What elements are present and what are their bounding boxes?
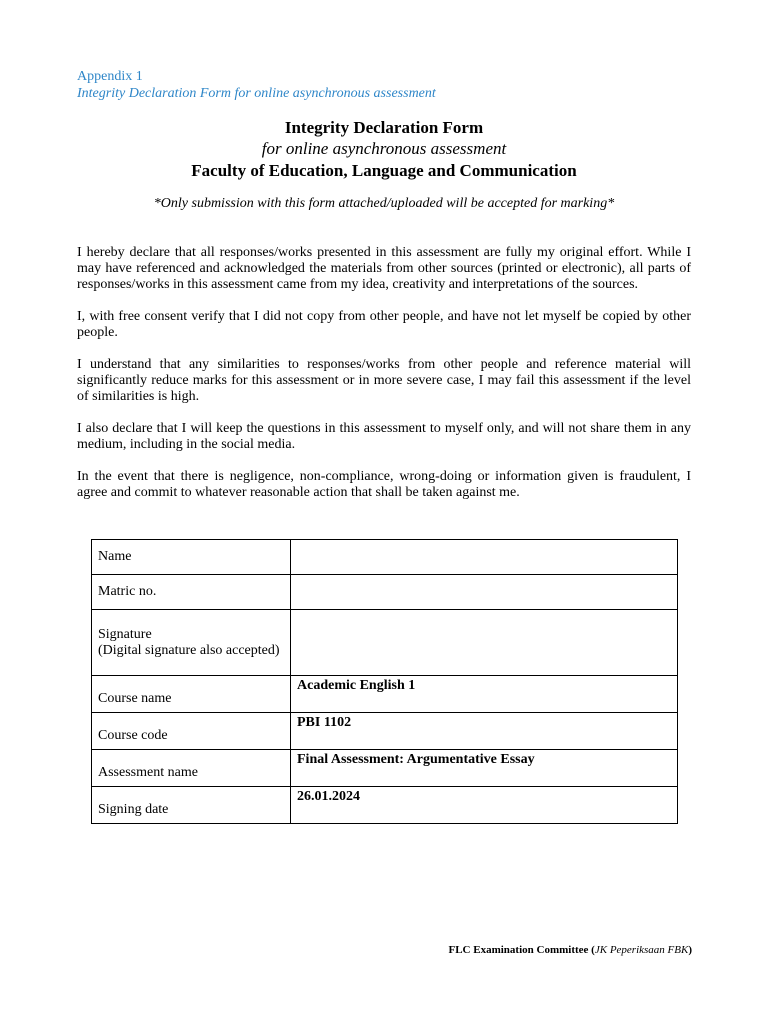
declaration-text [77,245,691,517]
name-label: Name [92,540,291,575]
declaration-paragraph: I hereby declare that all responses/works presented in this assessment are fully my original effort. While I may have referenced and acknowledged the materials from other sources (printed or electronic), all parts of responses/works in this assessment came from my idea, creativity and interpretations of the sources. [77,245,691,292]
signature-label-cell [92,610,291,676]
signature-field[interactable] [291,610,678,676]
form-title: Integrity Declaration Form [284,118,484,137]
signature-note: (Digital signature also accepted) [98,642,280,658]
appendix-label: Appendix 1 [77,69,143,84]
assessment-label: Assessment name [92,750,291,787]
appendix-subtitle: Integrity Declaration Form for online asynchronous assessment [77,86,436,101]
form-row-course-name [92,676,678,713]
form-row-date [92,787,678,824]
matric-field[interactable] [291,575,678,610]
assessment-value: Final Assessment: Argumentative Essay [291,750,678,787]
form-row-course-code [92,713,678,750]
declaration-paragraph: I, with free consent verify that I did not copy from other people, and have not let myself be copied by other people. [77,309,691,340]
form-row-name [92,540,678,575]
page-footer [449,944,693,956]
course-code-value: PBI 1102 [291,713,678,750]
signature-label: Signature [98,626,152,642]
signing-date-label: Signing date [92,787,291,824]
course-name-label: Course name [92,676,291,713]
appendix-header [77,68,436,102]
form-subtitle: for online asynchronous assessment [261,139,507,158]
footer-close: ) [688,944,692,956]
name-field[interactable] [291,540,678,575]
declaration-paragraph: In the event that there is negligence, non-compliance, wrong-doing or information given is fraudulent, I agree and commit to whatever reasonable action that shall be taken against me. [77,469,691,500]
signing-date-value: 26.01.2024 [291,787,678,824]
declaration-form-table [91,539,678,824]
form-heading [0,118,768,182]
course-name-value: Academic English 1 [291,676,678,713]
matric-label: Matric no. [92,575,291,610]
faculty-name: Faculty of Education, Language and Communication [191,161,577,180]
form-row-assessment [92,750,678,787]
declaration-paragraph: I also declare that I will keep the questions in this assessment to myself only, and will not share them in any medium, including in the social media. [77,421,691,452]
footer-committee-malay: JK Peperiksaan FBK [594,944,689,956]
form-row-matric [92,575,678,610]
form-row-signature [92,610,678,676]
declaration-paragraph: I understand that any similarities to responses/works from other people and reference material will significantly reduce marks for this assessment or in more severe case, I may fail this assessment if the level of similarities is high. [77,357,691,404]
course-code-label: Course code [92,713,291,750]
submission-notice: *Only submission with this form attached/uploaded will be accepted for marking* [153,196,615,211]
footer-committee: FLC Examination Committee ( [448,944,595,956]
